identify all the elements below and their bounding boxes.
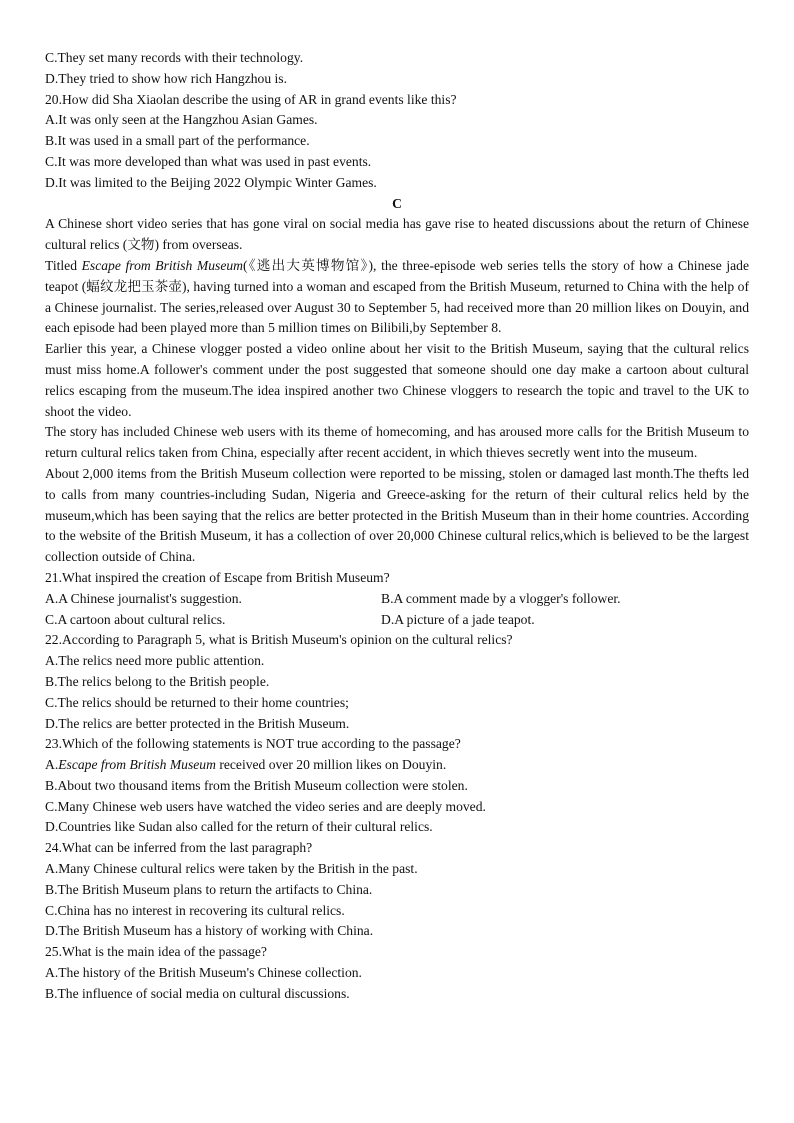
p2-prefix: Titled: [45, 257, 82, 273]
q23-question: 23.Which of the following statements is NOT true according to the passage?: [45, 736, 461, 752]
q23-a-rest: received over 20 million likes on Douyin.: [215, 757, 447, 773]
q23-option-b: B.About two thousand items from the British Museum collection were stolen.: [45, 777, 468, 793]
q25-option-a: A.The history of the British Museum's Chinese collection.: [45, 965, 362, 981]
passage-paragraph-3: Earlier this year, a Chinese vlogger posted a video online about her visit to the British Museum, saying that the cultural relics must miss home.A follower's comment under the post suggested that someone should one day make a cartoon about cultural relics escaping from the museum.The idea inspired another two Chinese vloggers to research the topic and travel to the UK to shoot the video.: [45, 341, 749, 419]
q21-option-b: B.A comment made by a vlogger's follower.: [381, 590, 621, 606]
q24-question: 24.What can be inferred from the last paragraph?: [45, 840, 313, 856]
q25-option-b: B.The influence of social media on cultural discussions.: [45, 985, 350, 1001]
q24-option-c: C.China has no interest in recovering its cultural relics.: [45, 902, 345, 918]
q23-option-d: D.Countries like Sudan also called for the return of their cultural relics.: [45, 819, 433, 835]
q22-option-d: D.The relics are better protected in the British Museum.: [45, 715, 350, 731]
q23-option-c: C.Many Chinese web users have watched the video series and are deeply moved.: [45, 798, 486, 814]
q20-option-b: B.It was used in a small part of the performance.: [45, 133, 310, 149]
document-page: [45, 48, 749, 1005]
q22-option-a: A.The relics need more public attention.: [45, 653, 265, 669]
passage-paragraph-4: The story has included Chinese web users with its theme of homecoming, and has aroused more calls for the British Museum to return cultural relics taken from China, especially after recent accident, in which thieves secretly went into the museum.: [45, 424, 749, 461]
q21-option-a: A.A Chinese journalist's suggestion.: [45, 590, 242, 606]
passage-paragraph-1: A Chinese short video series that has gone viral on social media has gave rise to heated discussions about the return of Chinese cultural relics (文物) from overseas.: [45, 216, 749, 253]
q20-option-d: D.It was limited to the Beijing 2022 Olympic Winter Games.: [45, 174, 377, 190]
section-title: C: [392, 195, 402, 211]
passage-paragraph-5: About 2,000 items from the British Museum collection were reported to be missing, stolen or damaged last month.The thefts led to calls from many countries-including Sudan, Nigeria and Greece-asking for the return of their cultural relics held by the museum,which has been saying that the relics are better protected in the British Museum than in their home countries. According to the website of the British Museum, it has a collection of over 20,000 Chinese cultural relics,which is believed to be the largest collection outside of China.: [45, 465, 749, 565]
q20-option-c: C.It was more developed than what was used in past events.: [45, 153, 372, 169]
q21-option-d: D.A picture of a jade teapot.: [381, 611, 535, 627]
q22-option-b: B.The relics belong to the British people.: [45, 673, 270, 689]
passage-paragraph-2: [45, 256, 749, 339]
q23-option-a: [45, 755, 749, 776]
q21-options-row-1: [45, 589, 749, 610]
q19-option-d: D.They tried to show how rich Hangzhou is.: [45, 70, 287, 86]
q24-option-d: D.The British Museum has a history of working with China.: [45, 923, 374, 939]
q21-question: 21.What inspired the creation of Escape from British Museum?: [45, 569, 390, 585]
q23-a-title: Escape from British Museum: [58, 757, 216, 773]
q21-option-c: C.A cartoon about cultural relics.: [45, 611, 226, 627]
q22-question: 22.According to Paragraph 5, what is British Museum's opinion on the cultural relics?: [45, 632, 513, 648]
series-title: Escape from British Museum: [81, 257, 243, 273]
q25-question: 25.What is the main idea of the passage?: [45, 944, 267, 960]
q20-option-a: A.It was only seen at the Hangzhou Asian Games.: [45, 112, 318, 128]
q23-a-prefix: A.: [45, 757, 59, 773]
q22-option-c: C.The relics should be returned to their home countries;: [45, 694, 349, 710]
p2-rest: (《逃出大英博物馆》), the three-episode web series tells the story of how a Chinese jade teapot (蝠纹龙把玉茶壶), having turned into a woman and escaped from the British Museum, returned to China with the help of a Chinese journalist. The series,released over August 30 to September 5, had received more than 20 million likes on Douyin, and each episode had been played more than 5 million times on Bilibili,by September 8.: [45, 257, 749, 336]
q20-question: 20.How did Sha Xiaolan describe the using of AR in grand events like this?: [45, 91, 457, 107]
q19-option-c: C.They set many records with their technology.: [45, 50, 304, 65]
q24-option-a: A.Many Chinese cultural relics were taken by the British in the past.: [45, 861, 418, 877]
q24-option-b: B.The British Museum plans to return the artifacts to China.: [45, 881, 373, 897]
q21-options-row-2: [45, 610, 749, 631]
